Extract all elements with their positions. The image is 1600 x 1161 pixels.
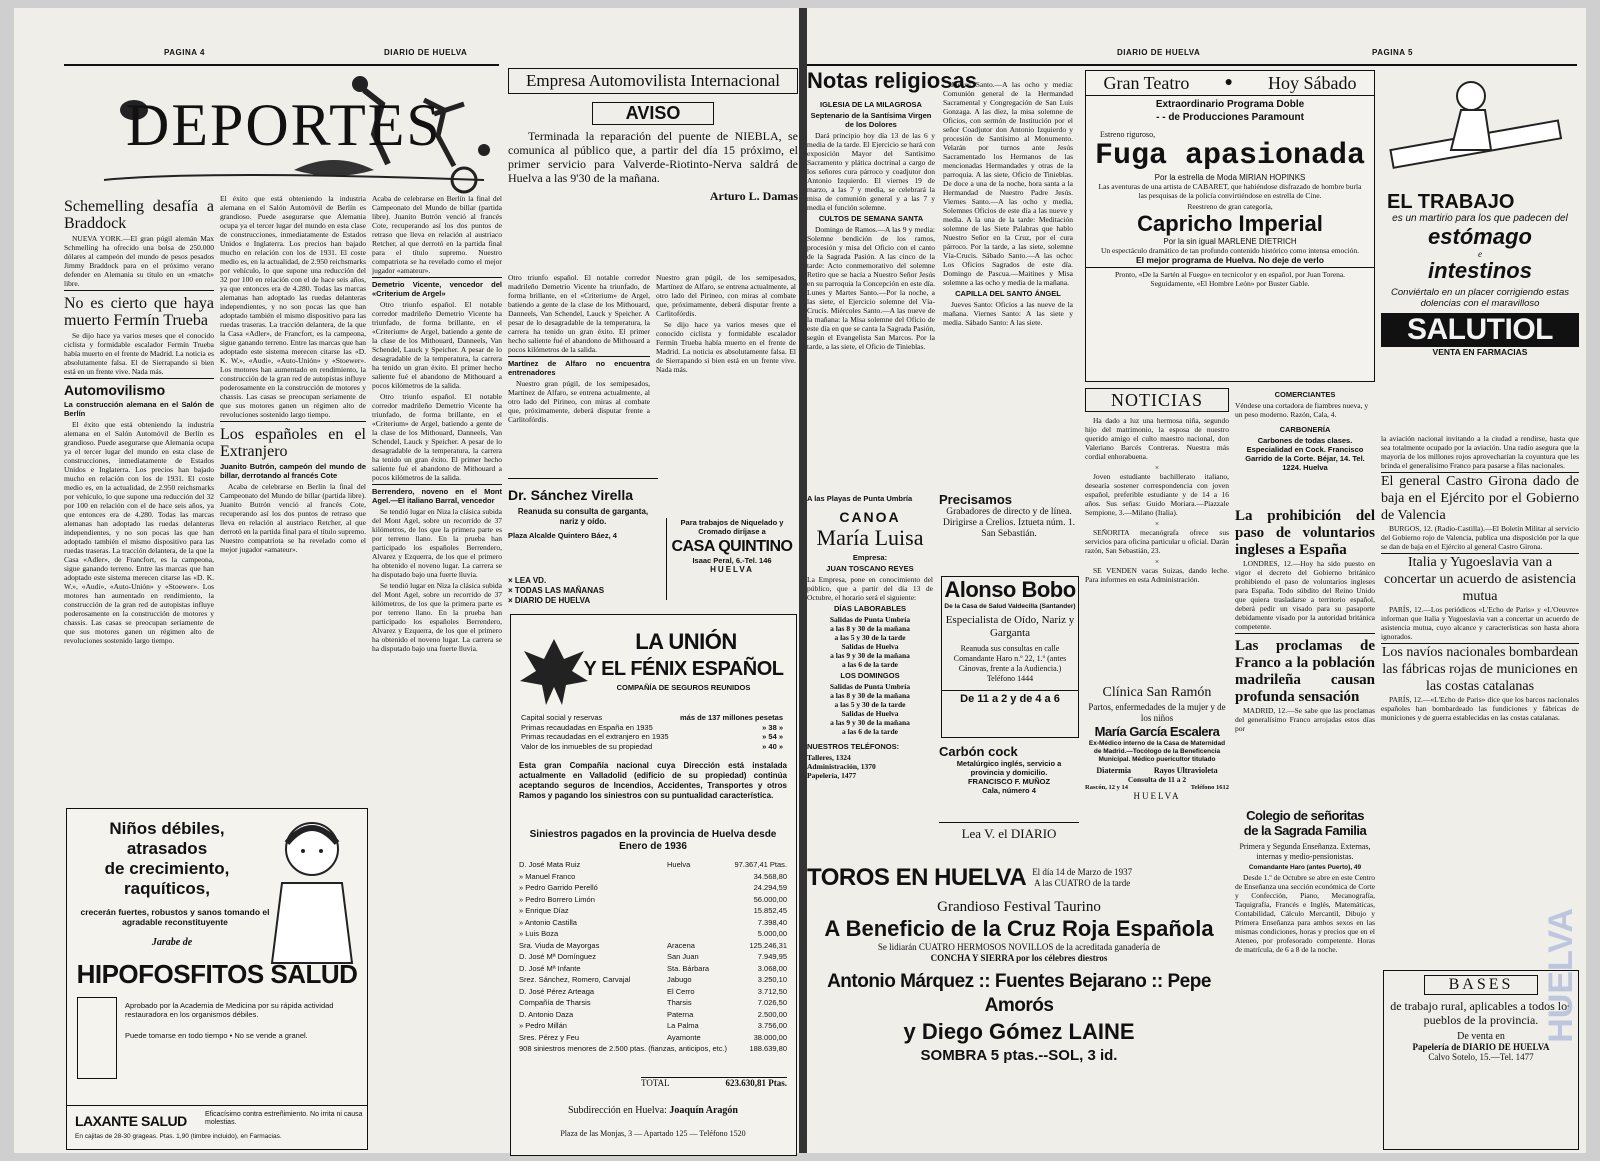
comerciantes-title: COMERCIANTES bbox=[1274, 390, 1336, 399]
virella-name: Dr. Sánchez Virella bbox=[508, 487, 634, 503]
siniestro-place: Huelva bbox=[667, 860, 691, 869]
canoa-label: CANOA bbox=[839, 509, 901, 525]
union-fenix-ad bbox=[510, 614, 797, 1156]
paper-name-right: DIARIO DE HUELVA bbox=[1117, 48, 1201, 57]
colegio-sub: Primera y Segunda Enseñanza. Externas, internas y medio-pensionistas. bbox=[1239, 842, 1371, 861]
alonso-spec: Especialista de Oído, Nariz y Garganta bbox=[945, 614, 1075, 639]
article-body: El éxito que está obteniendo la industria alemana en el Salón Automóvil de Berlín es grandioso. Puede asegurarse que Alemania ocupa ya el tercer lugar del mundo en esta clase de construcciones, inmediatamente de Estados Unidos e Inglaterra. Los precios han bajado mucho en relación con los de 1931. El coste medio es, en la actualidad, de 2.950 reichsmarks por vehículo, lo que supone una reducción del 32 por 100 en relación con el de hace seis años, ya que entonces era de 4.280. Todas las marcas alemanas han adoptado las ruedas delanteras independientes, y no son pocas las que han adoptado también el mismo dispositivo para las ruedas traseras. La tracción delantera, de la que la Casa «Adler», de Francfort, es la campeona, sigue ganando terreno. Entre las marcas que han adoptado este sistema merecen citarse las «D. K. W.», «Audi», «Auto-Unión» y «Stoewer». Los motores han aumentado en rendimiento, la construcción de la gran red de autopistas influye poderosamente en la construcción de motores y chassis. Las casas se preocupan seriamente de que sus motores ganen un régimen alto de revoluciones sostenido largo tiempo. bbox=[64, 420, 214, 645]
article-body: NUEVA YORK.—El gran púgil alemán Max Schmelling ha ofrecido una bolsa de 250.000 dólares al campeón del mundo de pesos pesados Jimmy Braddock para en el próximo verano defender en Alemania su título en un «match» libre. bbox=[64, 234, 214, 288]
siniestro-place: San Juan bbox=[667, 952, 699, 961]
siniestro-amount: 2.500,00 bbox=[757, 1009, 787, 1019]
siniestro-name: 908 siniestros menores de 2.500 ptas. (fianzas, anticipos, etc.) bbox=[519, 1044, 728, 1053]
schedule-line: a las 5 y 30 de la tarde bbox=[834, 700, 906, 709]
news-column-right bbox=[1381, 434, 1579, 964]
siniestro-place bbox=[667, 928, 725, 940]
siniestro-amount: 97.367,41 Ptas. bbox=[734, 860, 787, 869]
quintino-address: Isaac Peral, 6.-Tel. 146 bbox=[692, 556, 772, 565]
siniestro-place bbox=[667, 917, 725, 929]
siniestro-row bbox=[519, 882, 787, 894]
schedule-line: a las 8 y 30 de la mañana bbox=[830, 691, 910, 700]
stat-row: Capital social y reservas más de 137 millones pesetas bbox=[521, 713, 783, 722]
article-body: Acaba de celebrarse en Berlín la final del Campeonato del Mundo de billar (partida libre). Juanito Butrón venció al francés Cote, recuperando así los dos puntos de retraso que lleva en relación al austriaco Retcher, al que derrotó en la partida final para el título supremo. Nuestro compatriota se ha revelado como el mejor jugador «amateur». bbox=[220, 482, 366, 554]
carboneria-text: Carbones de todas clases. Especialidad en Cock. Francisco Garrido de la Corte. Béjar, 14. Tel. 1224. Huelva bbox=[1245, 436, 1365, 472]
news-body: BURGOS, 12. (Radio-Castilla).—El Boletín Militar al servicio del Gobierno rojo de Valencia, publica una disposición por la que se dan de baja en el Ejército al general Castro Girona. bbox=[1381, 524, 1579, 551]
gran-teatro-ad bbox=[1085, 70, 1375, 382]
siniestro-name: » Pedro Borrero Limón bbox=[519, 894, 595, 904]
aviso-label: AVISO bbox=[592, 102, 714, 125]
siniestro-row bbox=[519, 997, 787, 1009]
newspaper-spread bbox=[14, 8, 1586, 1153]
toros-precios: SOMBRA 5 ptas.--SOL, 3 id. bbox=[920, 1047, 1118, 1064]
classifieds bbox=[1235, 388, 1375, 500]
ad-text: crecerán fuertes, robustos y sanos tomando el agradable reconstituyente bbox=[80, 907, 270, 927]
siniestro-row bbox=[519, 894, 787, 906]
siniestro-place bbox=[667, 894, 725, 906]
lea-line: × TODAS LAS MAÑANAS bbox=[508, 586, 605, 595]
stat-row: Primas recaudadas en el extranjero en 1935 » 54 » bbox=[521, 732, 783, 741]
noticias-list: Ha dado a luz una hermosa niña, segundo hijo del matrimonio, la esposa de nuestro querido amigo el culto maestro nacional, don Valeriano Barcés Contreras. Nuestra más cordial enhorabuena. × Joven estudiante bachillerato italiano, desearía sostener correspondencia con joven español, preferible estudiante y de 14 a 16 años. Sus señas: Guido Moriara.—Piazzale Sempione, 3.—Milano (Italia). × SEÑORITA mecanógrafa ofrece sus servicios para oficina particular u oficial. Darán razón, San Sebastián, 23. × SE VENDEN vacas Suizas, dando leche. Para informes en esta Administración. bbox=[1085, 416, 1229, 584]
colegio-body: Desde 1.º de Octubre se abre en este Centro de Enseñanza una sección económica de Corte y Confección, Piano, Mecanografía, Taquigrafía, Francés e Inglés, Matemáticas, Contabilidad, Cálculo Mercantil, Dibujo y Primera Enseñanza para ambos sexos en las mismas condiciones, horas y precios que en el Ateneo, por profesorado competente. Horas de matrícula, de 6 a 8 de la noche. bbox=[1235, 873, 1375, 954]
toros-benefit: A Beneficio de la Cruz Roja Española bbox=[824, 916, 1214, 941]
siniestro-place bbox=[667, 905, 725, 917]
article-subtitle: La construcción alemana en el Salón de Berlín bbox=[64, 400, 214, 418]
alonso-text: Reanuda sus consultas en calle Comandante Haro n.º 22, 1.º (antes Cánovas, frente a la Audiencia.) Teléfono 1444 bbox=[953, 644, 1067, 683]
clinica-title: Clínica San Ramón bbox=[1102, 685, 1212, 700]
siniestro-place: El Cerro bbox=[667, 986, 695, 996]
bases-shop: Papelería de DIARIO DE HUELVA bbox=[1412, 1042, 1550, 1052]
schedule-line: Salidas de Huelva bbox=[841, 709, 899, 718]
schedule-line: Salidas de Punta Umbría bbox=[829, 615, 911, 624]
religious-title: Notas religiosas bbox=[807, 68, 977, 93]
siniestro-name: » Enrique Díaz bbox=[519, 906, 569, 915]
teatro-program: Extraordinario Programa Doble bbox=[1155, 99, 1305, 110]
colegio-ad bbox=[1235, 808, 1375, 1108]
worker-illustration bbox=[1381, 66, 1579, 186]
union-subtitle: COMPAÑÍA DE SEGUROS REUNIDOS bbox=[616, 683, 751, 692]
siniestro-amount: 38.000,00 bbox=[753, 1032, 787, 1042]
siniestro-amount: 15.852,45 bbox=[753, 906, 787, 915]
alonso-name: Alonso Bobo bbox=[944, 577, 1076, 602]
siniestro-name: » Luis Boza bbox=[519, 929, 559, 938]
carbon-cock-ad bbox=[939, 744, 1079, 814]
salutiol-l6: Conviértalo en un placer corrigiendo estas dolencias con el maravilloso bbox=[1391, 287, 1569, 309]
news-title: El general Castro Girona dado de baja en el Ejército por el Gobierno de Valencia bbox=[1381, 474, 1579, 523]
article-body: Nuestro gran púgil, de los semipesados, Martínez de Alfaro, se entrena actualmente, al otro lado del Pirineo, con miras al combate que, próximamente, deberá disputar frente a Carlitofórdis. bbox=[656, 273, 796, 318]
news-body: MADRID, 12.—Se sabe que las proclamas del generalísimo Franco arrojadas estos días por bbox=[1235, 706, 1375, 733]
carboneria-title: CARBONERÍA bbox=[1279, 425, 1331, 434]
schedule-line: a las 8 y 30 de la mañana bbox=[830, 624, 910, 633]
religious-col-1: IGLESIA DE LA MILAGROSA Septenario de la Santísima Virgen de los Dolores Dará principio hoy día 13 de las 6 y media de la tarde. El Ejercicio se hará con exposición Mayor del Santísimo Sacramento y plática doctrinal a cargo de los señores cura párroco y coadjutor don Antonio Izquierdo. El viernes 19 de marzo, a las 7 y media, se celebrará la misa de comunión general y a las 7 y media el función solemne. CULTOS DE SEMANA SANTA Domingo de Ramos.—A las 9 y media: Solemne bendición de los ramos, procesión y misa del Oficio con el canto de la Sagrada Pasión. A las cinco de la tarde: Acto conmemorativo del solemne Retiro que se hacía a Nuestro Señor Jesús en su parroquia la Concepción en este día. Lunes y Martes Santo.—Por la noche, a las siete, el Ejercicio solemne del Vía-Crucis. Miércoles Santo.—A las nueve de la mañana: la Misa solemne del Oficio de este día en que se canta la Sagrada Pasión, según el Evangelista San Marcos. Por la tarde, a las siete, el Oficio de Tinieblas. bbox=[807, 100, 935, 351]
toros-ad bbox=[807, 864, 1231, 1116]
siniestro-amount: 188.639,80 bbox=[749, 1044, 787, 1053]
article-body: Acaba de celebrarse en Berlín la final del Campeonato del Mundo de billar (partida libre). Juanito Butrón venció al francés Cote, recuperando así los dos puntos de retraso que lleva en relación al austriaco Retcher, al que derrotó en la partida final para el título supremo. Nuestro compatriota se ha revelado como el mejor jugador «amateur». bbox=[372, 194, 502, 275]
clinica-ad bbox=[1085, 684, 1229, 846]
siniestro-row bbox=[519, 1043, 787, 1055]
canoa-dom-lines bbox=[807, 682, 933, 736]
paper-name-left: DIARIO DE HUELVA bbox=[384, 48, 468, 57]
schedule-line: a las 6 de la tarde bbox=[841, 660, 899, 669]
siniestros-title: Siniestros pagados en la provincia de Huelva desde Enero de 1936 bbox=[529, 829, 777, 852]
laxante-title: LAXANTE SALUD bbox=[75, 1113, 187, 1129]
article-title: Automovilismo bbox=[64, 382, 166, 398]
siniestro-amount: 125.246,31 bbox=[749, 940, 787, 950]
ad-headline: Niños débiles, atrasados de crecimiento, raquíticos, bbox=[104, 819, 230, 898]
virella-ad bbox=[508, 478, 658, 574]
clinica-doctor: María García Escalera bbox=[1094, 724, 1220, 739]
stat-row: Primas recaudadas en España en 1935 » 38 » bbox=[521, 722, 783, 732]
siniestro-name: » Antonio Castilla bbox=[519, 917, 577, 927]
quintino-city: HUELVA bbox=[710, 565, 754, 574]
right-page bbox=[807, 8, 1586, 1153]
carbon-text: Metalúrgico inglés, servicio a provincia y domicilio. bbox=[956, 759, 1062, 777]
quintino-ad bbox=[666, 518, 797, 600]
news-body: LONDRES, 12.—Hoy ha sido puesto en vigor el decreto del Gobierno británico prohibiendo el paso de voluntarios ingleses para España. Todo súbdito del Reino Unido que quiera trasladarse a territorio español, deberá pedir un visado para su pasaporte debidamente visado por la autoridad británica competente. bbox=[1235, 559, 1375, 631]
salutiol-l4: e bbox=[1478, 249, 1482, 259]
siniestro-place: La Palma bbox=[667, 1021, 699, 1030]
sports-column-2 bbox=[220, 194, 366, 794]
toros-ganaderia: CONCHA Y SIERRA por los célebres diestros bbox=[930, 953, 1108, 963]
hipofosfitos-ad bbox=[66, 808, 368, 1150]
noticia-item: Ha dado a luz una hermosa niña, segundo hijo del matrimonio, la esposa de nuestro querido amigo el culto maestro nacional, don Valeriano Barcés Contreras. Nuestra más cordial enhorabuena. bbox=[1085, 416, 1229, 461]
left-page bbox=[14, 8, 799, 1153]
siniestro-row bbox=[519, 963, 787, 975]
alonso-from: De la Casa de Salud Valdecilla (Santander) bbox=[944, 603, 1076, 610]
virella-address: Plaza Alcalde Quintero Báez, 4 bbox=[508, 531, 617, 540]
ad-title: Empresa Automovilista Internacional bbox=[508, 68, 798, 94]
siniestro-name: D. Antonio Daza bbox=[519, 1009, 574, 1019]
siniestro-name: Srez. Sánchez, Romero, Carvajal bbox=[519, 975, 631, 984]
article-body: Se dijo hace ya varios meses que el conocido ciclista y formidable escalador Fermín Trueba había muerto en el frente de Madrid. La noticia es absolutamente falsa. El de Sierrapando si bien está en un frente vive. Nada más. bbox=[656, 320, 796, 374]
salutiol-l1: EL TRABAJO bbox=[1387, 191, 1515, 213]
comerciantes-text: Véndese una cortadora de fiambres nueva, y un peso moderno. Razón, Cala, 4. bbox=[1235, 401, 1369, 419]
clinica-city: HUELVA bbox=[1133, 791, 1181, 801]
clinica-text: Partos, enfermedades de la mujer y de los niños bbox=[1088, 702, 1226, 723]
toros-header bbox=[807, 864, 1231, 892]
union-text: Esta gran Compañía nacional cuya Dirección está instalada actualmente en Valladolid (edificio de su propiedad) continúa aceptando seguros de Incendios, Accidentes, Transportes y otros Ramos y pagando los siniestros con su puntualidad característica. bbox=[519, 761, 787, 800]
siniestro-amount: 24.294,59 bbox=[753, 883, 787, 892]
article-title: Los españoles en el Extranjero bbox=[220, 426, 366, 460]
siniestro-row bbox=[519, 905, 787, 917]
canoa-name: María Luisa bbox=[816, 525, 924, 550]
siniestro-row bbox=[519, 1009, 787, 1021]
canoa-empresa: JUAN TOSCANO REYES bbox=[826, 564, 914, 573]
toros-lidiaran: Se lidiarán CUATRO HERMOSOS NOVILLOS de la acreditada ganadería de bbox=[877, 942, 1161, 952]
precisamos-title: Precisamos bbox=[939, 492, 1012, 507]
siniestro-name: D. José Pérez Arteaga bbox=[519, 986, 595, 996]
siniestro-row bbox=[519, 871, 787, 883]
noticia-item: SE VENDEN vacas Suizas, dando leche. Para informes en esta Administración. bbox=[1085, 566, 1229, 584]
siniestro-name: D. José Mata Ruiz bbox=[519, 860, 581, 869]
siniestro-place: Sta. Bárbara bbox=[667, 963, 710, 973]
news-body: la aviación nacional invitando a la ciudad a rendirse, hasta que sea totalmente ocupado por la aviación. Una radio asegura que la mayoría de los millones rojos aprovecharían la coyuntura que les brinda el generalísimo Franco para pasarse a filas nacionales. bbox=[1381, 434, 1579, 470]
bases-text: de trabajo rural, aplicables a todos los pueblos de la provincia. bbox=[1390, 999, 1572, 1027]
quintino-name: CASA QUINTINO bbox=[671, 538, 793, 555]
film2-star: Por la sin igual MARLENE DIETRICH bbox=[1163, 237, 1297, 246]
bases-sale: De venta en bbox=[1457, 1031, 1505, 1042]
siniestro-name: Sra. Viuda de Mayorgas bbox=[519, 940, 600, 950]
article-body: Se dijo hace ya varios meses que el conocido ciclista y formidable escalador Fermín Trueba había muerto en el frente de Madrid. La noticia es absolutamente falsa. El de Sierrapando si bien está en un frente vive. Nada más. bbox=[64, 331, 214, 376]
news-title: Italia y Yugoeslavia van a concertar un acuerdo de asistencia mutua bbox=[1383, 555, 1576, 604]
siniestro-place: Jabugo bbox=[667, 975, 692, 984]
sports-column-5 bbox=[656, 273, 796, 473]
salutiol-l2: es un martirio para los que padecen del bbox=[1392, 213, 1568, 224]
union-footer: Plaza de las Monjas, 3 — Apartado 125 — Teléfono 1520 bbox=[560, 1129, 746, 1138]
film1-star: Por la estrella de Moda MIRIAN HOPINKS bbox=[1154, 173, 1306, 182]
alonso-hours: De 11 a 2 y de 4 a 6 bbox=[942, 690, 1078, 705]
laxante-text: Eficacísimo contra estreñimiento. No irrita ni causa molestias. bbox=[205, 1111, 363, 1126]
canoa-lab-lines bbox=[807, 615, 933, 669]
siniestro-amount: 7.398,40 bbox=[757, 917, 787, 927]
ad-product-prefix: Jarabe de bbox=[151, 937, 193, 948]
stat-row: Valor de los inmuebles de su propiedad » 40 » bbox=[521, 741, 783, 751]
article-title: Schemelling desafía a Braddock bbox=[64, 198, 214, 232]
siniestro-row bbox=[519, 951, 787, 963]
clinica-services: Diatermia Rayos Ultravioleta bbox=[1096, 766, 1218, 775]
siniestro-amount: 3.250,10 bbox=[757, 975, 787, 984]
carbon-title: Carbón cock bbox=[939, 744, 1018, 759]
laxante-price: En cajitas de 28-30 grageas. Ptas. 1,90 (timbre incluido), en Farmacias. bbox=[75, 1133, 282, 1140]
schedule-line: Salidas de Huelva bbox=[841, 642, 899, 651]
page-number-right: PAGINA 5 bbox=[1372, 48, 1413, 57]
union-title1: LA UNIÓN bbox=[635, 629, 737, 654]
siniestro-name: » Pedro Garrido Perelló bbox=[519, 883, 598, 892]
siniestro-name: D. José Mª Infante bbox=[519, 963, 581, 973]
teatro-pronto: Pronto, «De la Sartén al Fuego» en tecnicolor y en español, por Juan Torena. Seguidamente, «El Hombre León» por Buster Gable. bbox=[1114, 270, 1346, 288]
article-body: Otro triunfo español. El notable corredor madrileño Demetrio Vicente ha triunfado, de forma brillante, en el «Criterium» de Argel, batiendo a gente de la clase de los Mithouard, Danneels, Van Schendel, Lauck y Speicher. A pesar de lo desagradable de la temperatura, la carrera ha tenido un gran éxito. El primer hecho saliente fué el abandono de Mithouard a pocos kilómetros de la salida. bbox=[508, 273, 650, 354]
noticias-title: NOTICIAS bbox=[1085, 388, 1229, 412]
canoa-ad bbox=[807, 492, 933, 862]
teatro-program2: - - de Producciones Paramount bbox=[1156, 112, 1304, 123]
news-title: La prohibición del paso de voluntarios ingleses a España bbox=[1235, 508, 1375, 558]
article-subtitle: Demetrio Vicente, vencedor del «Criterium de Argel» bbox=[372, 280, 502, 298]
noticias-section bbox=[1085, 388, 1229, 678]
canoa-laborables: DÍAS LABORABLES bbox=[833, 604, 907, 613]
lea-line: × DIARIO DE HUELVA bbox=[508, 596, 591, 605]
film1-desc: Las aventuras de una artista de CABARET, que habiéndose disfrazado de hombre burla las pesquisas de la policía convirtiéndose en estrella de Cine. bbox=[1098, 182, 1362, 200]
schedule-line: a las 9 y 30 de la mañana bbox=[830, 651, 910, 660]
lea-diario-ad bbox=[508, 576, 658, 610]
siniestro-place bbox=[667, 871, 725, 883]
salutiol-l5: intestinos bbox=[1428, 258, 1532, 283]
lea-diario-right: Lea V. el DIARIO bbox=[939, 822, 1079, 849]
siniestro-name: Sres. Pérez y Feu bbox=[519, 1032, 580, 1042]
clinica-contact: Rascón, 12 y 14 Teléfono 1612 bbox=[1085, 784, 1229, 791]
salutiol-l3: estómago bbox=[1428, 224, 1532, 249]
colegio-title2: de la Sagrada Familia bbox=[1243, 823, 1367, 838]
lea-line: × LEA VD. bbox=[508, 576, 547, 585]
quintino-text: Para trabajos de Niquelado y Cromado diríjase a bbox=[680, 518, 784, 536]
sports-column-4 bbox=[508, 273, 650, 473]
carbon-name: FRANCISCO F. MUÑOZ bbox=[967, 777, 1051, 786]
article-body: Nuestro gran púgil, de los semipesados, Martínez de Alfaro, se entrena actualmente, al otro lado del Pirineo, con miras al combate que, próximamente, deberá disputar frente a Carlitofórdis. bbox=[508, 379, 650, 424]
clinica-consulta: Consulta de 11 a 2 bbox=[1127, 775, 1187, 784]
ad-note: Puede tomarse en todo tiempo • No se vende a granel. bbox=[125, 1031, 308, 1040]
child-illustration bbox=[257, 813, 362, 973]
noticia-item: Joven estudiante bachillerato italiano, desearía sostener correspondencia con joven español, preferible estudiante y de 14 a 16 años. Sus señas: Guido Moriara.—Piazzale Sempione, 3.—Milano (Italia). bbox=[1085, 472, 1229, 517]
article-subtitle: Berrendero, noveno en el Mont Agel.—El italiano Barral, vencedor bbox=[372, 487, 502, 505]
alonso-bobo-ad bbox=[941, 576, 1079, 738]
siniestro-place: Aracena bbox=[667, 940, 695, 950]
siniestro-row bbox=[519, 859, 787, 871]
siniestro-row bbox=[519, 986, 787, 998]
siniestro-place: Tharsis bbox=[667, 998, 692, 1007]
colegio-address: Comandante Haro (antes Puerto), 49 bbox=[1248, 864, 1362, 871]
carbon-address: Cala, número 4 bbox=[982, 786, 1036, 795]
siniestro-amount: 7.949,95 bbox=[757, 952, 787, 961]
news-body: PARÍS, 12.—«L'Echo de Paris» dice que los barcos nacionales españoles han bombardeado las fundiciones y fábricas de municiones y de guerra establecidas en las costas catalanas. bbox=[1381, 695, 1579, 722]
union-title2: Y EL FÉNIX ESPAÑOL bbox=[583, 658, 784, 680]
sports-column-1 bbox=[64, 194, 214, 794]
siniestro-place bbox=[727, 1043, 749, 1055]
union-stats bbox=[521, 713, 783, 751]
schedule-line: a las 9 y 30 de la mañana bbox=[830, 718, 910, 727]
news-title: Los navíos nacionales bombardean las fábricas rojas de municiones en las costas catalanas bbox=[1381, 645, 1579, 694]
article-body: Otro triunfo español. El notable corredor madrileño Demetrio Vicente ha triunfado, de forma brillante, en el «Criterium» de Argel, batiendo a gente de la clase de los Mithouard, Danneels, Van Schendel, Lauck y Speicher. A pesar de lo desagradable de la temperatura, la carrera ha tenido un gran éxito. El primer hecho saliente fué el abandono de Mithouard a pocos kilómetros de la salida. bbox=[372, 300, 502, 390]
aviso-body: Terminada la reparación del puente de NIEBLA, se comunica al público que, a partir del día 15 próximo, el primer servicio para Valverde-Riotinto-Nerva saldrá de Huelva a las 9'30 de la mañana. bbox=[508, 129, 798, 185]
siniestro-amount: 3.712,50 bbox=[757, 986, 787, 996]
clinica-cv: Ex-Médico interno de la Casa de Maternidad de Madrid.—Tocólogo de la Beneficencia Municipal. Médico puericultor titulado bbox=[1088, 740, 1226, 763]
siniestro-name: D. José Mª Domínguez bbox=[519, 952, 596, 961]
siniestro-place: Ayamonte bbox=[667, 1032, 701, 1042]
siniestro-row bbox=[519, 940, 787, 952]
siniestro-name: » Pedro Millán bbox=[519, 1021, 567, 1030]
deportes-banner bbox=[64, 70, 502, 190]
article-body: Se tendió lugar en Niza la clásica subida del Mont Agel, sobre un recorrido de 37 kilómetros, de los que la primera parte es por terreno llano. En la prueba han participado los españoles Berrendero, Alvarez y Ezquerra, de los que el primero ha obtenido el noveno lugar. La carrera se ha disputado bajo una fuerte lluvia. bbox=[372, 507, 502, 579]
medicine-bottle-icon bbox=[77, 997, 117, 1079]
colegio-title1: Colegio de señoritas bbox=[1246, 808, 1364, 823]
film2-desc: Un espectáculo dramático de tan profundo contenido histórico como intensa emoción. bbox=[1100, 246, 1360, 255]
salutiol-ad bbox=[1381, 66, 1579, 426]
precisamos-ad bbox=[939, 492, 1079, 552]
schedule-line: a las 6 de la tarde bbox=[841, 727, 899, 736]
toros-title: TOROS EN HUELVA bbox=[807, 864, 1027, 891]
canoa-tels: Talleres, 1324 Administración, 1370 Papelería, 1477 bbox=[807, 753, 876, 780]
siniestro-amount: 3.756,00 bbox=[757, 1021, 787, 1030]
bases-title: BASES bbox=[1424, 975, 1538, 995]
toros-toreros: Antonio Márquez :: Fuentes Bejarano :: Pepe Amorós bbox=[827, 971, 1211, 1016]
header-rule bbox=[64, 64, 499, 66]
schedule-line: a las 5 y 30 de la tarde bbox=[834, 633, 906, 642]
canoa-tels-title: NUESTROS TELÉFONOS: bbox=[807, 742, 900, 751]
teatro-estreno: Estreno riguroso, bbox=[1100, 130, 1156, 139]
salutiol-footer: VENTA EN FARMACIAS bbox=[1432, 347, 1528, 357]
siniestro-amount: 7.026,50 bbox=[757, 998, 787, 1007]
subdireccion: Subdirección en Huelva: Joaquín Aragón bbox=[568, 1105, 738, 1116]
film1-title: Fuga apasionada bbox=[1094, 139, 1366, 173]
siniestro-amount: 5.000,00 bbox=[757, 929, 787, 938]
siniestros-list bbox=[519, 859, 787, 1055]
article-subtitle: Martínez de Alfaro no encuentra entrenadores bbox=[508, 359, 650, 377]
bases-address: Calvo Sotelo, 15.—Tel. 1477 bbox=[1428, 1052, 1534, 1062]
article-body: Otro triunfo español. El notable corredor madrileño Demetrio Vicente ha triunfado, de forma brillante, en el «Criterium» de Argel, batiendo a gente de la clase de los Mithouard, Danneels, Van Schendel, Lauck y Speicher. A pesar de lo desagradable de la temperatura, la carrera ha tenido un gran éxito. El primer hecho saliente fué el abandono de Mithouard a pocos kilómetros de la salida. bbox=[372, 392, 502, 482]
film2-title: Capricho Imperial bbox=[1137, 211, 1323, 236]
canoa-empresa-label: Empresa: bbox=[852, 553, 888, 562]
siniestro-row bbox=[519, 1020, 787, 1032]
article-body: El éxito que está obteniendo la industria alemana en el Salón Automóvil de Berlín es grandioso. Puede asegurarse que Alemania ocupa ya el tercer lugar del mundo en esta clase de construcciones, inmediatamente de Estados Unidos e Inglaterra. Los precios han bajado mucho en relación con los de 1931. El coste medio es, en la actualidad, de 2.950 reichsmarks por vehículo, lo que supone una reducción del 32 por 100 en relación con el de hace seis años, ya que entonces era de 4.280. Todas las marcas alemanas han adoptado las ruedas delanteras independientes, y no son pocas las que han adoptado también el mismo dispositivo para las ruedas traseras. La tracción delantera, de la que la Casa «Adler», de Francfort, es la campeona, sigue ganando terreno. Entre las marcas que han adoptado este sistema merecen citarse las «D. K. W.», «Audi», «Auto-Unión» y «Stoewer». Los motores han aumentado en rendimiento, la construcción de la gran red de autopistas influye poderosamente en la construcción de motores y chassis. Las casas se preocupan seriamente de que sus motores ganen un régimen alto de revoluciones sostenido largo tiempo. bbox=[220, 194, 366, 419]
siniestro-amount: 3.068,00 bbox=[757, 963, 787, 973]
canoa-text: La Empresa, pone en conocimiento del público, que a partir del día 13 de Octubre, el horario será el siguiente: bbox=[807, 575, 933, 602]
schedule-line: Salidas de Punta Umbría bbox=[829, 682, 911, 691]
siniestro-amount: 56.000,00 bbox=[753, 894, 787, 904]
sports-column-3 bbox=[372, 194, 502, 1154]
ad-approval: Aprobado por la Academia de Medicina por su rápida actividad restauradora en los organismos débiles. bbox=[125, 1001, 334, 1019]
siniestro-row bbox=[519, 1032, 787, 1044]
noticia-item: SEÑORITA mecanógrafa ofrece sus servicios para oficina particular u oficial. Darán razón, San Sebastián, 23. bbox=[1085, 528, 1229, 555]
virella-text: Reanuda su consulta de garganta, nariz y oído. bbox=[517, 507, 649, 526]
siniestro-row bbox=[519, 917, 787, 929]
page-gutter bbox=[799, 8, 807, 1153]
toros-torero4: y Diego Gómez LAINE bbox=[903, 1019, 1135, 1044]
archive-watermark: HUELVA bbox=[1542, 908, 1580, 1043]
siniestro-row bbox=[519, 928, 787, 940]
teatro-header: Gran Teatro ● Hoy Sábado bbox=[1086, 71, 1374, 96]
toros-festival: Grandioso Festival Taurino bbox=[937, 899, 1101, 915]
canoa-domingos: LOS DOMINGOS bbox=[840, 671, 900, 680]
news-title: Las proclamas de Franco a la población madrileña causan profunda sensación bbox=[1235, 638, 1375, 705]
aviso-signature: Arturo L. Damas bbox=[709, 189, 798, 203]
article-body: Se tendió lugar en Niza la clásica subida del Mont Agel, sobre un recorrido de 37 kilómetros, de los que la primera parte es por terreno llano. En la prueba han participado los españoles Berrendero, Alvarez y Ezquerra, de los que el primero ha obtenido el noveno lugar. La carrera se ha disputado bajo una fuerte lluvia. bbox=[372, 581, 502, 653]
siniestro-name: » Manuel Franco bbox=[519, 871, 576, 881]
precisamos-body: Grabadores de directo y de línea. Dirigirse a Crelios. Iztueta núm. 1. San Sebastián. bbox=[943, 507, 1075, 539]
canoa-playas: A las Playas de Punta Umbría bbox=[807, 494, 913, 503]
religious-col-2: Jueves Santo.—A las ocho y media: Comunión general de la Hermandad Sacramental y Congregación de San Luis Gonzaga. A las diez, la misa solemne de Oficios, con sermón de Institución por el señor Coadjutor don Antonio Izquierdo y procesión de Santísimo al Monumento. Velarán por turnos ante Jesús Sacramentado los Hermanos de las mencionadas Hermandades y otras de la parroquia. A las siete, Oficio de Tinieblas. De doce a una de la noche, hora santa a la Hermandad de Nuestro Padre Jesús. Viernes Santo.—A las ocho y media, Solemnes Oficios de este día a las nueve y media. A la una de la tarde: Meditación solemne de las Siete Palabras que hablo Nuestro Señor en la Cruz, por el cura párroco. Por la tarde, a las siete, solemne Vía-Crucis. Sábado Santo.—A las ocho: Los Oficios Sagrados de este día. Domingo de Pascua.—Maitines y Misa solemne a las ocho y media de la mañana. CAPILLA DEL SANTO ÁNGEL Jueves Santo: Oficios a las nueve de la mañana. Viernes Santo: A las siete y media. Sábado Santo: A las siete. bbox=[943, 80, 1073, 327]
teatro-tagline: El mejor programa de Huelva. No deje de verlo bbox=[1086, 255, 1374, 268]
total-row: TOTAL 623.630,81 Ptas. bbox=[641, 1078, 787, 1088]
toros-datetime: El día 14 de Marzo de 1937 A las CUATRO de la tarde bbox=[1032, 867, 1133, 888]
siniestro-place bbox=[667, 882, 725, 894]
page-number-left: PAGINA 4 bbox=[164, 48, 205, 57]
siniestro-amount: 34.568,80 bbox=[753, 871, 787, 881]
salutiol-brand: SALUTIOL bbox=[1381, 313, 1579, 347]
news-body: PARÍS, 12.—Los periódicos «L'Echo de Paris» y «L'Oeuvre» informan que Italia y Yugoeslavia van a concertar un acuerdo de asistencia mutua, cuyo alcance y características son hasta ahora ignorados. bbox=[1381, 605, 1579, 641]
article-subtitle: Juanito Butrón, campeón del mundo de billar, derrotando al francés Cote bbox=[220, 462, 366, 480]
deportes-title: DEPORTES bbox=[126, 92, 442, 158]
film2-intro: Reestreno de gran categoría, bbox=[1187, 202, 1273, 211]
siniestro-name: Compañía de Tharsis bbox=[519, 998, 591, 1007]
siniestro-place: Paterna bbox=[667, 1009, 694, 1019]
siniestro-row bbox=[519, 974, 787, 986]
religious-notes bbox=[807, 68, 1075, 488]
empresa-automovilista-ad bbox=[508, 68, 798, 268]
article-title: No es cierto que haya muerto Fermín Trueba bbox=[64, 295, 214, 329]
ad-product: HIPOFOSFITOS SALUD bbox=[76, 959, 358, 989]
